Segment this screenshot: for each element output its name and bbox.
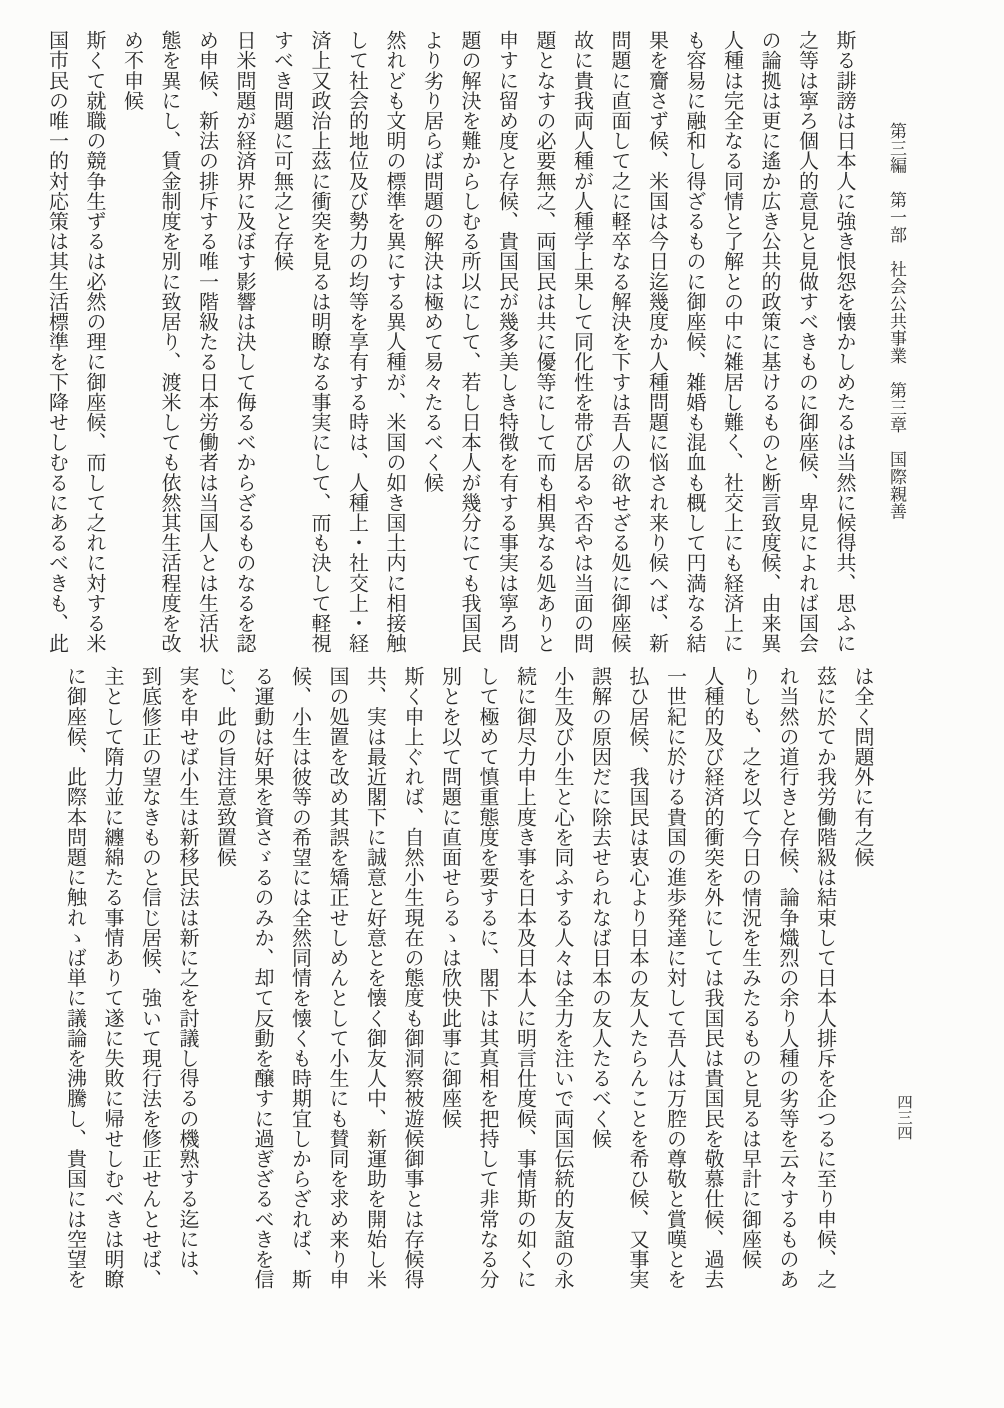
paragraph-new-movement-caution: 斯く申上ぐれば、自然小生現在の態度も御洞察被遊候御事とは存候得共、実は最近閣下に誠意と好意とを懐く御友人中、新運助を開始し米国の処置を改め其誤を矯正せしめんとして小生にも賛同を求め来り申候、小生は彼等の希望には全然同情を懐くも時期宜しからざれば、斯る運動は好果を資さゞるのみか、却て反動を醸すに過ぎざるべきを信じ、此の旨注意致置候 <box>213 666 423 1290</box>
letter-body-lower-block <box>52 666 880 1292</box>
paragraph-labor-class-exclusion: 茲に於てか我労働階級は結束して日本人排斥を企つるに至り申候、之れ当然の道行きと存候、論争熾烈の余り人種の劣等を云々するものありしも、之を以て今日の情況を生みたるものと見るは早計に御座候 <box>738 666 836 1290</box>
page-number: 四三四 <box>895 1094 912 1141</box>
paragraph-civilization-standards-conflict: 然れども文明の標準を異にする異人種が、米国の如き国土内に相接触して社会的地位及び勢力の均等を享有する時は、人種上・社交上・経済上又政治上茲に衝突を見るは明瞭なる事実にして、而も決して軽視すべき問題に可無之と存候 <box>270 30 405 654</box>
paragraph-economic-impact-laborers: 日米問題が経済界に及ぼす影響は決して侮るべからざるものなるを認め申候、新法の排斥する唯一階級たる日本労働者は当国人とは生活状態を異にし、賃金制度を別に致居り、渡米しても依然其生活程度を改め不申候 <box>120 30 255 654</box>
paragraph-pledge-of-effort: 小生及び小生と心を同ふする人々は全力を注いで両国伝統的友誼の永続に御尽力申上度き事を日本及日本人に明言仕度候、事情斯の如くにして極めて慎重態度を要するに、閣下は其真相を把持して非常なる分別とを以て問題に直面せらるゝは欣快此事に御座候 <box>438 666 573 1290</box>
paragraph-continuation-out-of-question: は全く問題外に有之候 <box>851 666 873 867</box>
paragraph-slander-individual-opinion: 斯る誹謗は日本人に強き恨怨を懐かしめたるは当然に候得共、思ふに之等は寧ろ個人的意見と見做すべきものに御座候、卑見によれば国会の論拠は更に遙か広き公共的政策に基けるものと断言致度候、由来異人種は完全なる同情と了解との中に雑居し難く、社交上にも経済上にも容易に融和し得ざるものに御座候、雑婚も混血も概して円満なる結果を齎さず候、米国は今日迄幾度か人種問題に悩され来り候へば、新問題に直面して之に軽卒なる解決を下すは吾人の欲せざる処に御座候故に貴我両人種が人種学上果して同化性を帯び居るや否やは当面の問題となすの必要無之、両国民は共に優等にして而も相異なる処ありと申すに留め度と存候、貴国民が幾多美しき特徴を有する事実は寧ろ問題の解決を難からしむる所以にして、若し日本人が幾分にても我国民より劣り居らば問題の解決は極めて易々たるべく候 <box>420 30 855 654</box>
paragraph-respect-and-friendship: 人種的及び経済的衝突を外にしては我国民は貴国民を敬慕仕候、過去一世紀に於ける貴国の進歩発達に対して吾人は万腔の尊敬と賞嘆とを払ひ居候、我国民は衷心より日本の友人たらんことを希ひ候、又事実誤解の原因だに除去せられなば日本の友人たるべく候 <box>588 666 723 1290</box>
paragraph-immigration-law-revision: 実を申せば小生は新移民法は新に之を討議し得るの機熟する迄には、到底修正の望なきものと信じ居候、強いて現行法を修正せんとせば、主として隋力並に纏綿たる事情ありて遂に失敗に帰せしむべきは明瞭に御座候、此際本問題に触れゝば単に議論を沸騰し、貴国には空望を <box>63 666 198 1290</box>
letter-body-upper-block <box>34 30 862 656</box>
running-header: 第三編 第一部 社会公共事業 第三章 国際親善 <box>887 122 906 520</box>
paragraph-employment-competition: 斯くて就職の競争生ずるは必然の理に御座候、而して之れに対する米国市民の唯一的対応策は其生活標準を下降せしむるにあるべきも、此 <box>45 30 105 654</box>
